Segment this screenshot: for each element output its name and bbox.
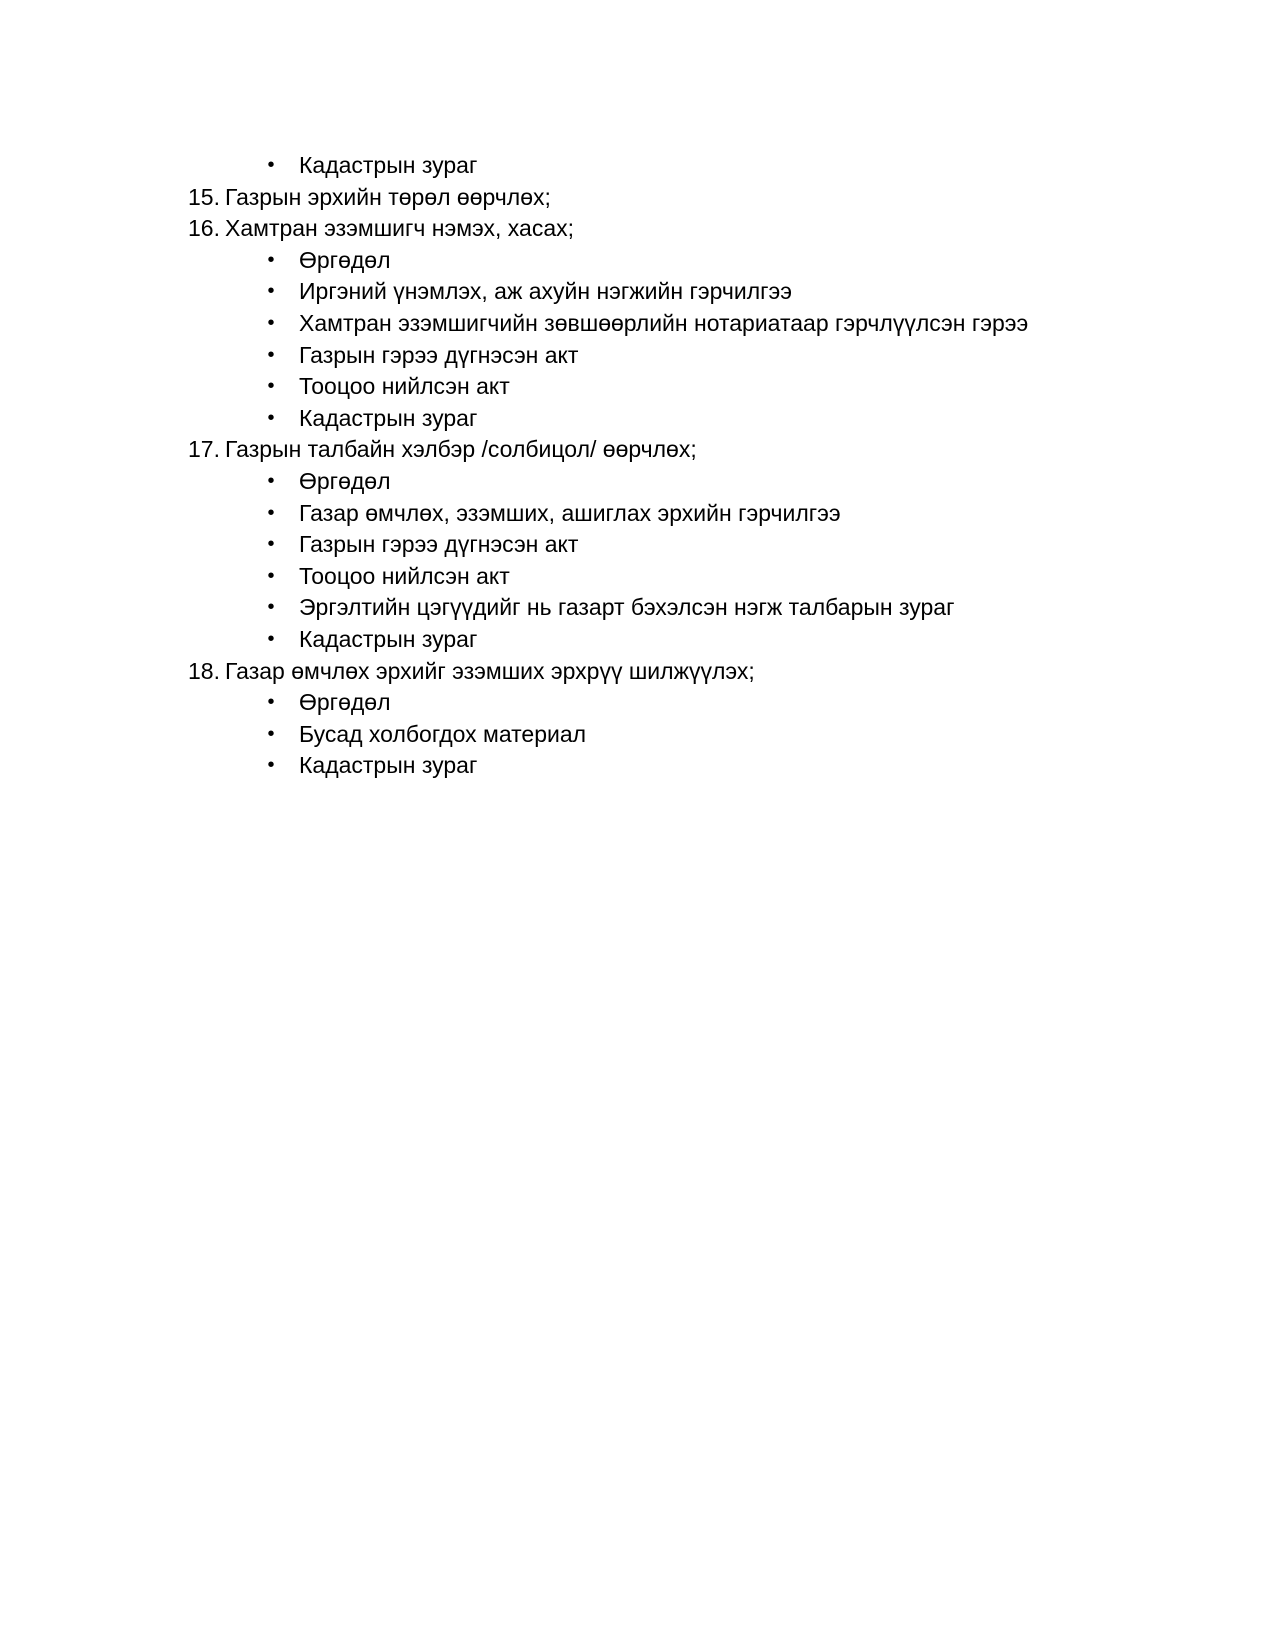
bullet-marker: • xyxy=(267,469,275,492)
list-item xyxy=(0,150,1275,182)
list-item xyxy=(0,561,1275,593)
list-item-text: Эргэлтийн цэгүүдийг нь газарт бэхэлсэн нэгж талбарын зураг xyxy=(299,594,955,621)
bullet-marker: • xyxy=(267,154,275,176)
item-number: 16. xyxy=(188,215,220,242)
numbered-item xyxy=(0,656,1275,688)
item-number: 18. xyxy=(188,657,220,684)
bullet-marker: • xyxy=(267,248,275,271)
document-list xyxy=(0,150,1275,782)
bullet-marker: • xyxy=(267,691,275,714)
list-item-text: Кадастрын зураг xyxy=(299,752,478,779)
bullet-marker: • xyxy=(267,596,275,619)
list-item-text: Өргөдөл xyxy=(299,246,391,273)
list-item xyxy=(0,340,1275,372)
bullet-marker: • xyxy=(267,533,275,556)
list-item xyxy=(0,592,1275,624)
list-item xyxy=(0,750,1275,782)
numbered-item-text: Хамтран эзэмшигч нэмэх, хасах; xyxy=(225,215,575,242)
bullet-marker: • xyxy=(267,406,275,429)
bullet-marker: • xyxy=(267,280,275,303)
list-item-text: Газрын гэрээ дүгнэсэн акт xyxy=(299,531,579,558)
list-item-text: Тооцоо нийлсэн акт xyxy=(299,373,510,400)
list-item xyxy=(0,403,1275,435)
numbered-item-text: Газрын эрхийн төрөл өөрчлөх; xyxy=(225,183,551,210)
list-item xyxy=(0,719,1275,751)
bullet-marker: • xyxy=(267,564,275,587)
list-item xyxy=(0,687,1275,719)
list-item-text: Хамтран эзэмшигчийн зөвшөөрлийн нотариатаар гэрчлүүлсэн гэрээ xyxy=(299,309,1029,336)
list-item-text: Өргөдөл xyxy=(299,467,391,494)
bullet-marker: • xyxy=(267,754,275,777)
list-item xyxy=(0,371,1275,403)
item-number: 17. xyxy=(188,436,220,463)
bullet-marker: • xyxy=(267,343,275,366)
list-item xyxy=(0,529,1275,561)
bullet-marker: • xyxy=(267,627,275,650)
list-item-text: Иргэний үнэмлэх, аж ахуйн нэгжийн гэрчилгээ xyxy=(299,278,792,305)
list-item-text: Кадастрын зураг xyxy=(299,404,478,431)
bullet-marker: • xyxy=(267,722,275,745)
numbered-item xyxy=(0,213,1275,245)
list-item xyxy=(0,245,1275,277)
numbered-item xyxy=(0,182,1275,214)
list-item-text: Газар өмчлөх, эзэмших, ашиглах эрхийн гэрчилгээ xyxy=(299,499,841,526)
list-item-text: Кадастрын зураг xyxy=(299,152,478,178)
item-number: 15. xyxy=(188,183,220,210)
bullet-marker: • xyxy=(267,375,275,398)
list-item xyxy=(0,624,1275,656)
numbered-item-text: Газрын талбайн хэлбэр /солбицол/ өөрчлөх; xyxy=(225,436,697,463)
list-item-text: Өргөдөл xyxy=(299,689,391,716)
numbered-item xyxy=(0,434,1275,466)
list-item-text: Газрын гэрээ дүгнэсэн акт xyxy=(299,341,579,368)
list-item xyxy=(0,276,1275,308)
numbered-item-text: Газар өмчлөх эрхийг эзэмших эрхрүү шилжүүлэх; xyxy=(225,657,755,684)
bullet-marker: • xyxy=(267,501,275,524)
list-item xyxy=(0,466,1275,498)
list-item-text: Кадастрын зураг xyxy=(299,625,478,652)
bullet-marker: • xyxy=(267,311,275,334)
list-item xyxy=(0,308,1275,340)
list-item-text: Тооцоо нийлсэн акт xyxy=(299,562,510,589)
list-item-text: Бусад холбогдох материал xyxy=(299,720,587,747)
list-item xyxy=(0,498,1275,530)
